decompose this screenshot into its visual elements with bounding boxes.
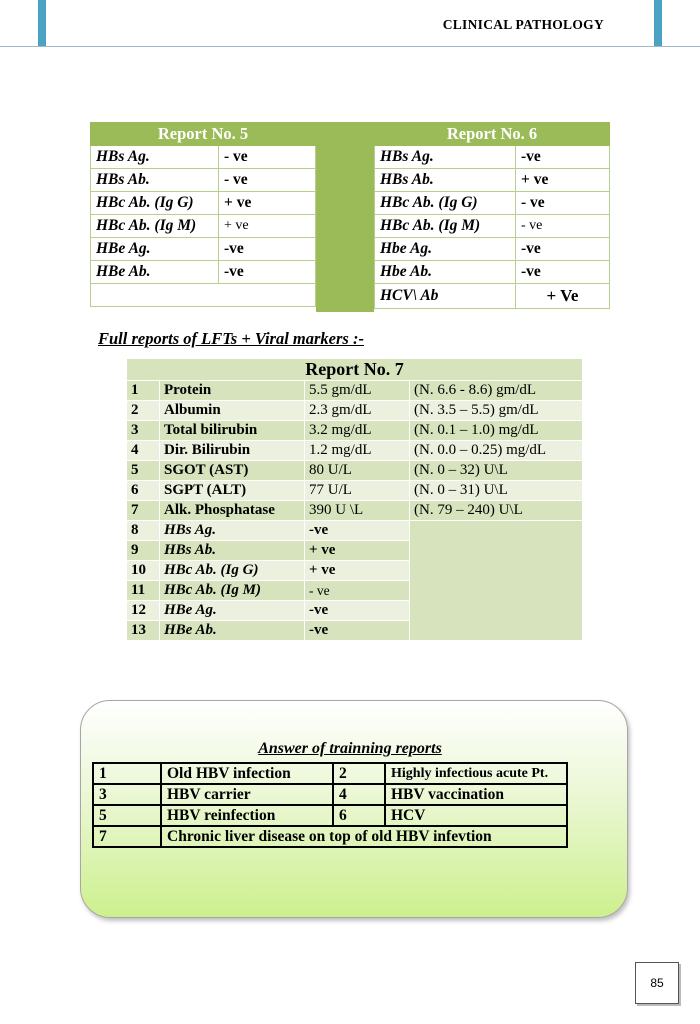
answer-number: 6 (333, 805, 385, 826)
page-number: 85 (635, 962, 679, 1004)
marker-label: HBc Ab. (Ig M) (91, 215, 219, 238)
normal-range: (N. 0 – 31) U\L (410, 481, 583, 501)
marker-value: - ve (219, 146, 316, 169)
answer-number: 5 (93, 805, 161, 826)
test-value: -ve (305, 601, 410, 621)
report-5-table (90, 122, 316, 307)
test-value: + ve (305, 541, 410, 561)
table-row (375, 284, 610, 309)
test-value: 5.5 gm/dL (305, 381, 410, 401)
test-value: 1.2 mg/dL (305, 441, 410, 461)
test-name: SGOT (AST) (160, 461, 305, 481)
marker-label: HBc Ab. (Ig M) (375, 215, 516, 238)
marker-label: Hbe Ab. (375, 261, 516, 284)
answer-number: 2 (333, 763, 385, 784)
marker-label: HBs Ag. (375, 146, 516, 169)
row-number: 1 (127, 381, 160, 401)
test-value: -ve (305, 521, 410, 541)
marker-label: HBs Ag. (91, 146, 219, 169)
marker-value: -ve (219, 238, 316, 261)
answer-table (92, 762, 568, 848)
test-name: SGPT (ALT) (160, 481, 305, 501)
header-left-accent-bar (38, 0, 46, 47)
table-row (91, 261, 316, 284)
report-6-title: Report No. 6 (375, 123, 610, 146)
row-number: 5 (127, 461, 160, 481)
test-value: 80 U/L (305, 461, 410, 481)
table-row (375, 238, 610, 261)
table-row (127, 501, 583, 521)
marker-label: HBe Ab. (91, 261, 219, 284)
row-number: 8 (127, 521, 160, 541)
marker-value: -ve (516, 238, 610, 261)
normal-range: (N. 3.5 – 5.5) gm/dL (410, 401, 583, 421)
table-row (127, 441, 583, 461)
marker-value: + Ve (516, 284, 610, 309)
table-row (375, 261, 610, 284)
table-row (375, 192, 610, 215)
answer-number: 4 (333, 784, 385, 805)
table-row (91, 169, 316, 192)
header-right-accent-bar (654, 0, 662, 47)
row-number: 3 (127, 421, 160, 441)
row-number: 7 (127, 501, 160, 521)
table-row (91, 146, 316, 169)
table-row (127, 521, 583, 541)
test-name: HBc Ab. (Ig M) (160, 581, 305, 601)
test-value: 77 U/L (305, 481, 410, 501)
header-rule (0, 46, 700, 47)
test-name: Alk. Phosphatase (160, 501, 305, 521)
report-6-table (374, 122, 610, 309)
marker-label: HBc Ab. (Ig G) (91, 192, 219, 215)
row-number: 2 (127, 401, 160, 421)
answer-text: HBV carrier (161, 784, 333, 805)
test-value: - ve (305, 581, 410, 601)
marker-label: HBe Ag. (91, 238, 219, 261)
answer-text: Old HBV infection (161, 763, 333, 784)
test-name: Dir. Bilirubin (160, 441, 305, 461)
row-number: 12 (127, 601, 160, 621)
answer-text: HBV reinfection (161, 805, 333, 826)
test-name: Total bilirubin (160, 421, 305, 441)
answer-title: Answer of trainning reports (258, 740, 442, 757)
marker-value: - ve (516, 192, 610, 215)
test-value: 3.2 mg/dL (305, 421, 410, 441)
test-name: HBs Ag. (160, 521, 305, 541)
test-name: Albumin (160, 401, 305, 421)
marker-label: Hbe Ag. (375, 238, 516, 261)
table-row (93, 784, 567, 805)
row-number: 9 (127, 541, 160, 561)
marker-label: HBc Ab. (Ig G) (375, 192, 516, 215)
answer-text: Chronic liver disease on top of old HBV infevtion (161, 826, 567, 847)
table-row (93, 805, 567, 826)
row-number: 13 (127, 621, 160, 641)
answer-number: 7 (93, 826, 161, 847)
test-name: HBs Ab. (160, 541, 305, 561)
empty-cell (91, 284, 316, 307)
marker-label: HCV\ Ab (375, 284, 516, 309)
table-row (375, 146, 610, 169)
table-row (127, 461, 583, 481)
empty-cell (410, 521, 583, 641)
table-row (93, 763, 567, 784)
answer-number: 3 (93, 784, 161, 805)
report-7-table (126, 358, 583, 641)
report-7-title: Report No. 7 (127, 359, 583, 381)
marker-value: + ve (516, 169, 610, 192)
table-row (91, 238, 316, 261)
test-value: 2.3 gm/dL (305, 401, 410, 421)
table-row (127, 401, 583, 421)
test-name: HBe Ab. (160, 621, 305, 641)
report-5-title: Report No. 5 (91, 123, 316, 146)
test-value: 390 U \L (305, 501, 410, 521)
test-value: + ve (305, 561, 410, 581)
answer-text: HBV vaccination (385, 784, 567, 805)
row-number: 10 (127, 561, 160, 581)
row-number: 6 (127, 481, 160, 501)
normal-range: (N. 0 – 32) U\L (410, 461, 583, 481)
answer-number: 1 (93, 763, 161, 784)
test-value: -ve (305, 621, 410, 641)
normal-range: (N. 0.1 – 1.0) mg/dL (410, 421, 583, 441)
marker-value: - ve (516, 215, 610, 238)
marker-label: HBs Ab. (91, 169, 219, 192)
table-row (375, 169, 610, 192)
reports-divider-fill (316, 122, 374, 312)
marker-value: + ve (219, 192, 316, 215)
normal-range: (N. 79 – 240) U\L (410, 501, 583, 521)
table-row (93, 826, 567, 847)
marker-value: + ve (219, 215, 316, 238)
section-heading: Full reports of LFTs + Viral markers :- (98, 329, 364, 348)
test-name: HBc Ab. (Ig G) (160, 561, 305, 581)
table-row (91, 192, 316, 215)
table-row (127, 421, 583, 441)
marker-value: -ve (516, 146, 610, 169)
test-name: Protein (160, 381, 305, 401)
marker-value: - ve (219, 169, 316, 192)
table-row (127, 381, 583, 401)
table-row (91, 284, 316, 307)
normal-range: (N. 0.0 – 0.25) mg/dL (410, 441, 583, 461)
marker-label: HBs Ab. (375, 169, 516, 192)
page-header-title: CLINICAL PATHOLOGY (442, 17, 604, 32)
row-number: 11 (127, 581, 160, 601)
normal-range: (N. 6.6 - 8.6) gm/dL (410, 381, 583, 401)
table-row (91, 215, 316, 238)
answer-text: Highly infectious acute Pt. (385, 763, 567, 784)
row-number: 4 (127, 441, 160, 461)
answer-text: HCV (385, 805, 567, 826)
table-row (375, 215, 610, 238)
marker-value: -ve (516, 261, 610, 284)
table-row (127, 481, 583, 501)
test-name: HBe Ag. (160, 601, 305, 621)
marker-value: -ve (219, 261, 316, 284)
